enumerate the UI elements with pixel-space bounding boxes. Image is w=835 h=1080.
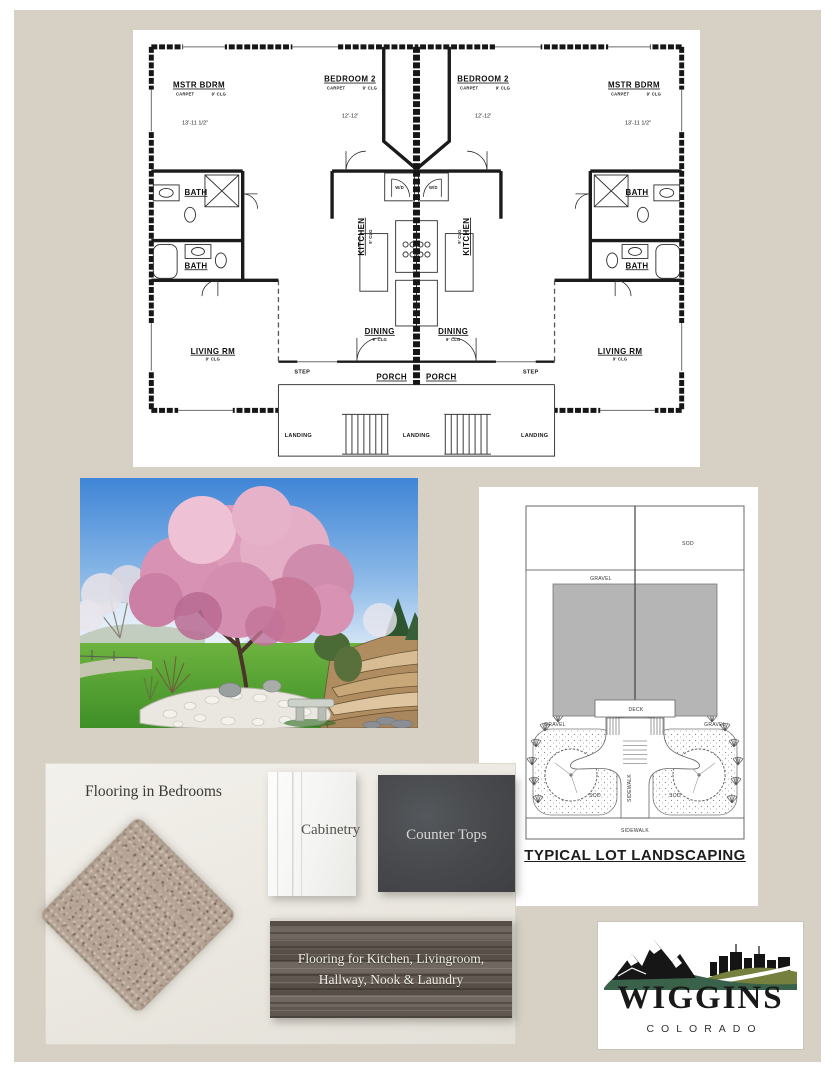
flowering-tree-image [80, 478, 418, 728]
wood-flooring-sample [270, 918, 512, 1018]
sod-label-left: SOD [589, 793, 601, 799]
materials-panel [45, 763, 516, 1045]
room-label-kitchen-right: KITCHEN [462, 217, 472, 256]
sod-label-right: SOD [669, 793, 681, 799]
sod-label-top: SOD [682, 541, 694, 547]
wood-flooring-label-line1: Flooring for Kitchen, Livingroom, [297, 951, 485, 966]
room-label-bath2-right: BATH [625, 261, 649, 271]
gravel-label-top: GRAVEL [590, 576, 612, 582]
landscaping-photo [80, 478, 418, 728]
dim-master-left: 13'-11 1/2" [181, 120, 209, 127]
wiggins-logo [598, 922, 803, 1049]
gravel-label-left: GRAVEL [544, 722, 566, 728]
finish-clg-master-left: 9' CLG [211, 91, 227, 97]
room-label-kitchen-left: KITCHEN [356, 217, 366, 256]
label-landing-right: LANDING [521, 433, 549, 440]
finish-clg-kitchen-right: 9' CLG [457, 229, 463, 244]
finish-clg-master-right: 9' CLG [646, 91, 662, 97]
room-label-master-left: MSTR BDRM [172, 80, 226, 90]
label-wd-left: W/D [395, 184, 404, 190]
deck-label: DECK [628, 707, 644, 713]
duplex-floorplan-drawing [133, 30, 700, 467]
lot-plan-drawing [525, 505, 745, 840]
label-porch-left: PORCH [376, 372, 407, 382]
finish-clg-living-right: 9' CLG [612, 356, 628, 362]
wood-flooring-label-line2: Hallway, Nook & Laundry [318, 971, 464, 987]
room-label-bath1-left: BATH [184, 187, 208, 197]
label-landing-center: LANDING [402, 433, 431, 440]
label-wd-right: W/D [429, 184, 438, 190]
label-step-left: STEP [294, 369, 311, 376]
finish-clg-living-left: 9' CLG [205, 356, 221, 362]
finish-carpet-master-right: CARPET [610, 91, 630, 97]
logo-state-name: COLORADO [646, 1023, 763, 1035]
wood-flooring-label [280, 949, 502, 991]
dim-master-right: 13'-11 1/2" [624, 120, 652, 127]
room-label-bedroom2-left: BEDROOM 2 [324, 74, 376, 84]
room-label-bath1-right: BATH [625, 187, 649, 197]
room-label-master-right: MSTR BDRM [607, 80, 661, 90]
room-label-dining-left: DINING [364, 326, 395, 336]
finish-clg-bed2-left: 9' CLG [362, 85, 378, 91]
countertop-sample [378, 775, 515, 892]
cabinetry-sample [268, 772, 361, 896]
cabinet-groove [277, 772, 279, 896]
finish-clg-kitchen-left: 9' CLG [367, 229, 373, 244]
room-label-bath2-left: BATH [184, 261, 208, 271]
finish-clg-dining-left: 9' CLG [372, 336, 387, 342]
finish-carpet-bed2-left: CARPET [326, 85, 346, 91]
room-label-dining-right: DINING [438, 326, 469, 336]
finish-carpet-bed2-right: CARPET [459, 85, 479, 91]
cabinet-groove [292, 772, 295, 896]
floorplan-panel [133, 30, 700, 467]
sidewalk-label-center: SIDEWALK [627, 773, 633, 803]
bedroom-flooring-label: Flooring in Bedrooms [85, 783, 222, 800]
floorplan-unit-walls [148, 43, 417, 456]
countertop-label: Counter Tops [406, 827, 487, 843]
cabinetry-label: Cabinetry [301, 822, 361, 838]
room-label-living-right: LIVING RM [597, 346, 643, 356]
sidewalk-label-bottom: SIDEWALK [620, 828, 650, 834]
stair-treads [346, 414, 388, 454]
finish-carpet-master-left: CARPET [175, 91, 195, 97]
finish-clg-dining-right: 9' CLG [446, 336, 461, 342]
mountains [612, 940, 696, 980]
gravel-label-right: GRAVEL [704, 722, 726, 728]
label-step-right: STEP [522, 369, 539, 376]
room-label-bedroom2-right: BEDROOM 2 [457, 74, 509, 84]
finish-clg-bed2-right: 9' CLG [495, 85, 511, 91]
carpet-sample [39, 816, 237, 1014]
label-porch-right: PORCH [426, 372, 457, 382]
landscape-plan-panel [479, 487, 758, 906]
room-label-living-left: LIVING RM [190, 346, 236, 356]
dim-bedroom2-left: 12'-12' [341, 113, 359, 120]
logo-town-name: WIGGINS [617, 980, 784, 1016]
dim-bedroom2-right: 12'-12' [474, 113, 492, 120]
lot-plan-caption: TYPICAL LOT LANDSCAPING [524, 847, 746, 864]
label-landing-left: LANDING [284, 433, 312, 440]
